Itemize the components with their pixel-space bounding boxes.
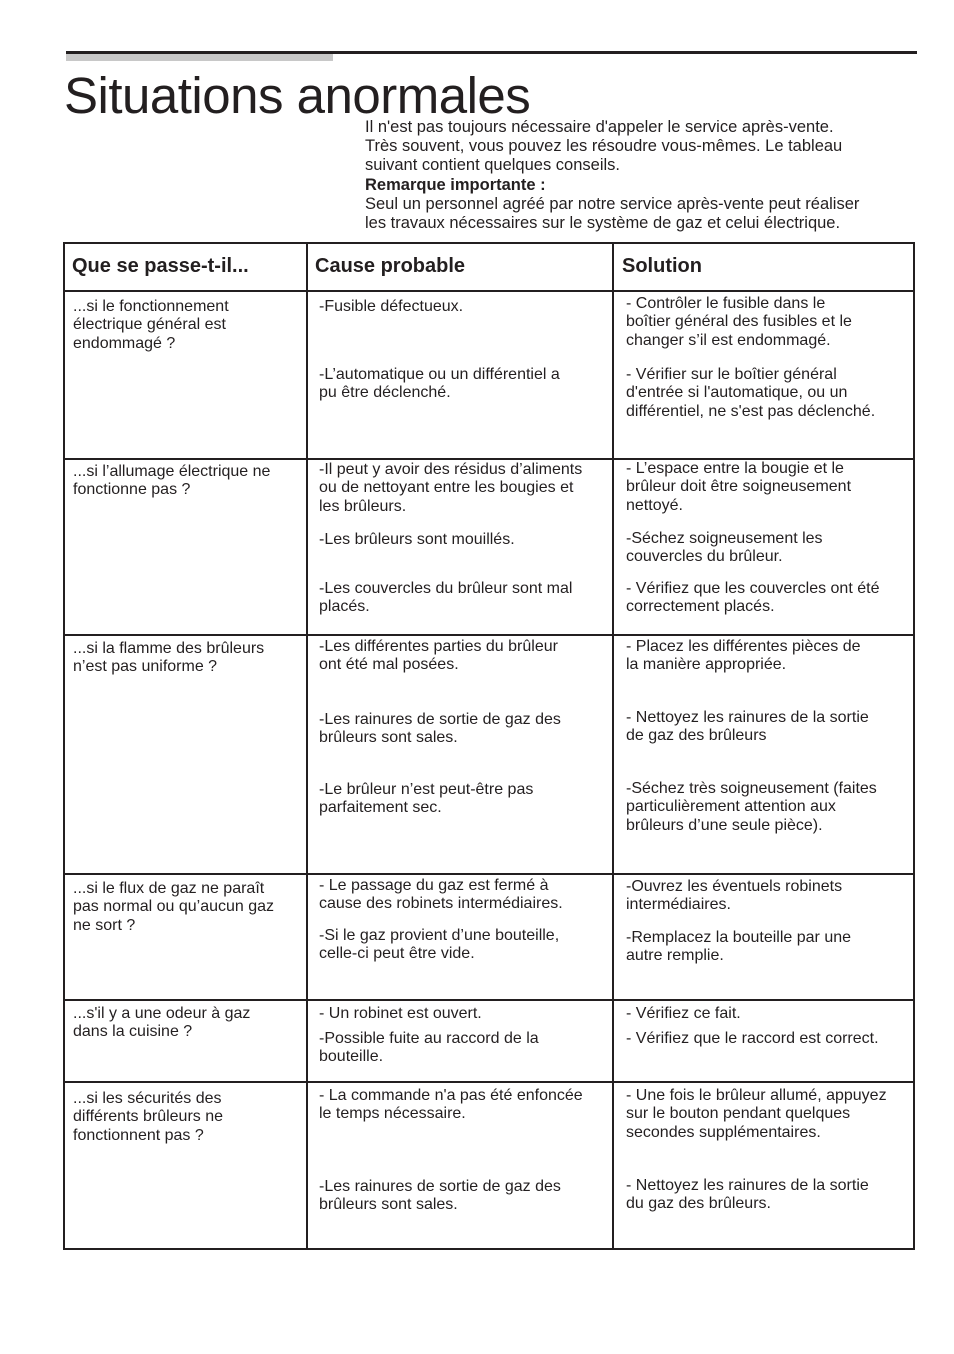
cell-line: sur le bouton pendant quelques — [626, 1105, 851, 1123]
cell-line: - Un robinet est ouvert. — [319, 1005, 482, 1022]
column-header-cause: Cause probable — [315, 255, 466, 277]
cell-line: -Si le gaz provient d’une bouteille, — [319, 927, 560, 944]
row-divider — [65, 873, 913, 875]
cell-line: -Ouvrez les éventuels robinets — [626, 878, 843, 895]
cell-line: boîtier général des fusibles et le — [626, 313, 852, 331]
cell-line: ...si le flux de gaz ne paraît — [73, 880, 265, 897]
cause-text — [319, 927, 609, 964]
cell-line: électrique général est — [73, 316, 226, 334]
cell-line: - Nettoyez les rainures de la sortie — [626, 1177, 869, 1194]
page-title: Situations anormales — [64, 67, 531, 124]
cause-text — [319, 711, 609, 748]
cell-line: correctement placés. — [626, 598, 775, 616]
solution-text — [626, 1030, 911, 1048]
intro-line: Il n'est pas toujours nécessaire d'appeler le service après-vente. — [365, 118, 834, 136]
cell-line: n’est pas uniforme ? — [73, 658, 218, 676]
cell-line: -Remplacez la bouteille par une — [626, 929, 852, 946]
cell-line: ...s'il y a une odeur à gaz — [73, 1005, 251, 1022]
cell-line: -Les couvercles du brûleur sont mal — [319, 580, 573, 597]
cell-line: les brûleurs. — [319, 497, 407, 515]
cell-line: - Contrôler le fusible dans le — [626, 295, 826, 312]
cell-line: - Vérifiez que les couvercles ont été — [626, 580, 880, 597]
cell-line: ont été mal posées. — [319, 656, 459, 674]
intro-line: suivant contient quelques conseils. — [365, 156, 620, 175]
problem-cell — [73, 463, 303, 500]
solution-text — [626, 366, 911, 421]
solution-text — [626, 709, 911, 746]
solution-text — [626, 460, 911, 515]
problem-cell — [73, 880, 303, 935]
cell-line: brûleurs sont sales. — [319, 1196, 458, 1214]
cell-line: -Les différentes parties du brûleur — [319, 638, 558, 655]
cell-line: parfaitement sec. — [319, 799, 442, 817]
cell-line: pu être déclenché. — [319, 384, 451, 402]
cause-text — [319, 877, 609, 914]
cell-line: de gaz des brûleurs — [626, 727, 767, 745]
cell-line: -Fusible défectueux. — [319, 298, 464, 315]
cell-line: -Le brûleur n’est peut-être pas — [319, 781, 534, 798]
cell-line: brûleur doit être soigneusement — [626, 478, 852, 496]
solution-text — [626, 295, 911, 350]
solution-text — [626, 1177, 911, 1214]
cell-line: - Placez les différentes pièces de — [626, 638, 861, 655]
problem-cell — [73, 298, 303, 353]
cell-line: - Vérifiez que le raccord est correct. — [626, 1030, 879, 1047]
cell-line: autre remplie. — [626, 947, 724, 965]
solution-text — [626, 1005, 911, 1023]
problem-cell — [73, 1090, 303, 1145]
troubleshooting-table — [63, 242, 915, 1250]
column-divider — [306, 244, 308, 1248]
cell-line: pas normal ou qu’aucun gaz — [73, 898, 275, 916]
cell-line: - La commande n'a pas été enfoncée — [319, 1087, 583, 1104]
cell-line: endommagé ? — [73, 334, 176, 352]
cell-line: brûleurs sont sales. — [319, 729, 458, 747]
title-accent-bar — [66, 54, 333, 61]
solution-text — [626, 1087, 911, 1142]
cause-text — [319, 298, 609, 316]
cell-line: - Vérifier sur le boîtier général — [626, 366, 837, 383]
solution-text — [626, 638, 911, 675]
solution-text — [626, 530, 911, 567]
cell-line: couvercles du brûleur. — [626, 548, 783, 566]
cause-text — [319, 1005, 609, 1023]
cell-line: - Vérifiez ce fait. — [626, 1005, 741, 1022]
cell-line: cause des robinets intermédiaires. — [319, 895, 563, 913]
cell-line: - Nettoyez les rainures de la sortie — [626, 709, 869, 726]
cell-line: -Il peut y avoir des résidus d’aliments — [319, 461, 583, 478]
cell-line: intermédiaires. — [626, 896, 731, 914]
solution-text — [626, 929, 911, 966]
cause-text — [319, 1030, 609, 1067]
problem-cell — [73, 1005, 303, 1042]
solution-text — [626, 780, 911, 835]
cell-line: le temps nécessaire. — [319, 1105, 466, 1123]
cell-line: dans la cuisine ? — [73, 1023, 193, 1041]
intro-line: les travaux nécessaires sur le système de gaz et celui électrique. — [365, 214, 841, 233]
important-note-label: Remarque importante : — [365, 175, 546, 194]
cell-line: - L’espace entre la bougie et le — [626, 460, 844, 477]
cell-line: -Les brûleurs sont mouillés. — [319, 531, 515, 548]
intro-line: Très souvent, vous pouvez les résoudre vous-mêmes. Le tableau — [365, 137, 843, 156]
column-header-problem: Que se passe-t-il... — [72, 255, 249, 277]
intro-text — [365, 118, 925, 233]
cell-line: particulièrement attention aux — [626, 798, 836, 816]
cell-line: -Les rainures de sortie de gaz des — [319, 1178, 561, 1195]
row-divider — [65, 290, 913, 292]
cell-line: -Les rainures de sortie de gaz des — [319, 711, 561, 728]
row-divider — [65, 999, 913, 1001]
cell-line: d'entrée si l'automatique, ou un — [626, 384, 848, 402]
problem-cell — [73, 640, 303, 677]
cell-line: fonctionnent pas ? — [73, 1126, 204, 1144]
cause-text — [319, 1087, 609, 1124]
cell-line: ne sort ? — [73, 916, 136, 934]
cell-line: ...si les sécurités des — [73, 1090, 222, 1107]
cell-line: ...si la flamme des brûleurs — [73, 640, 265, 657]
cell-line: placés. — [319, 598, 370, 616]
cell-line: -Séchez soigneusement les — [626, 530, 823, 547]
cell-line: ou de nettoyant entre les bougies et — [319, 479, 574, 497]
cell-line: ...si l’allumage électrique ne — [73, 463, 271, 480]
cell-line: fonctionne pas ? — [73, 481, 191, 499]
cause-text — [319, 366, 609, 403]
row-divider — [65, 634, 913, 636]
intro-line: Seul un personnel agréé par notre service après-vente peut réaliser — [365, 194, 860, 213]
solution-text — [626, 878, 911, 915]
cause-text — [319, 531, 609, 549]
cause-text — [319, 1178, 609, 1215]
cause-text — [319, 638, 609, 675]
cell-line: celle-ci peut être vide. — [319, 945, 475, 963]
column-divider — [612, 244, 614, 1248]
cell-line: bouteille. — [319, 1048, 384, 1066]
cell-line: du gaz des brûleurs. — [626, 1195, 771, 1213]
cause-text — [319, 781, 609, 818]
cell-line: - Une fois le brûleur allumé, appuyez — [626, 1087, 887, 1104]
cell-line: différentiel, ne s'est pas déclenché. — [626, 402, 876, 420]
cell-line: secondes supplémentaires. — [626, 1123, 821, 1141]
cause-text — [319, 580, 609, 617]
column-header-solution: Solution — [622, 255, 702, 277]
cell-line: -Séchez très soigneusement (faites — [626, 780, 877, 797]
solution-text — [626, 580, 911, 617]
cell-line: ...si le fonctionnement — [73, 298, 229, 315]
cell-line: -L’automatique ou un différentiel a — [319, 366, 560, 383]
cell-line: -Possible fuite au raccord de la — [319, 1030, 539, 1047]
cell-line: nettoyé. — [626, 496, 683, 514]
cell-line: changer s’il est endommagé. — [626, 331, 831, 349]
row-divider — [65, 1081, 913, 1083]
cell-line: différents brûleurs ne — [73, 1108, 224, 1126]
cell-line: - Le passage du gaz est fermé à — [319, 877, 549, 894]
cause-text — [319, 461, 609, 516]
cell-line: la manière appropriée. — [626, 656, 787, 674]
cell-line: brûleurs d’une seule pièce). — [626, 816, 823, 834]
